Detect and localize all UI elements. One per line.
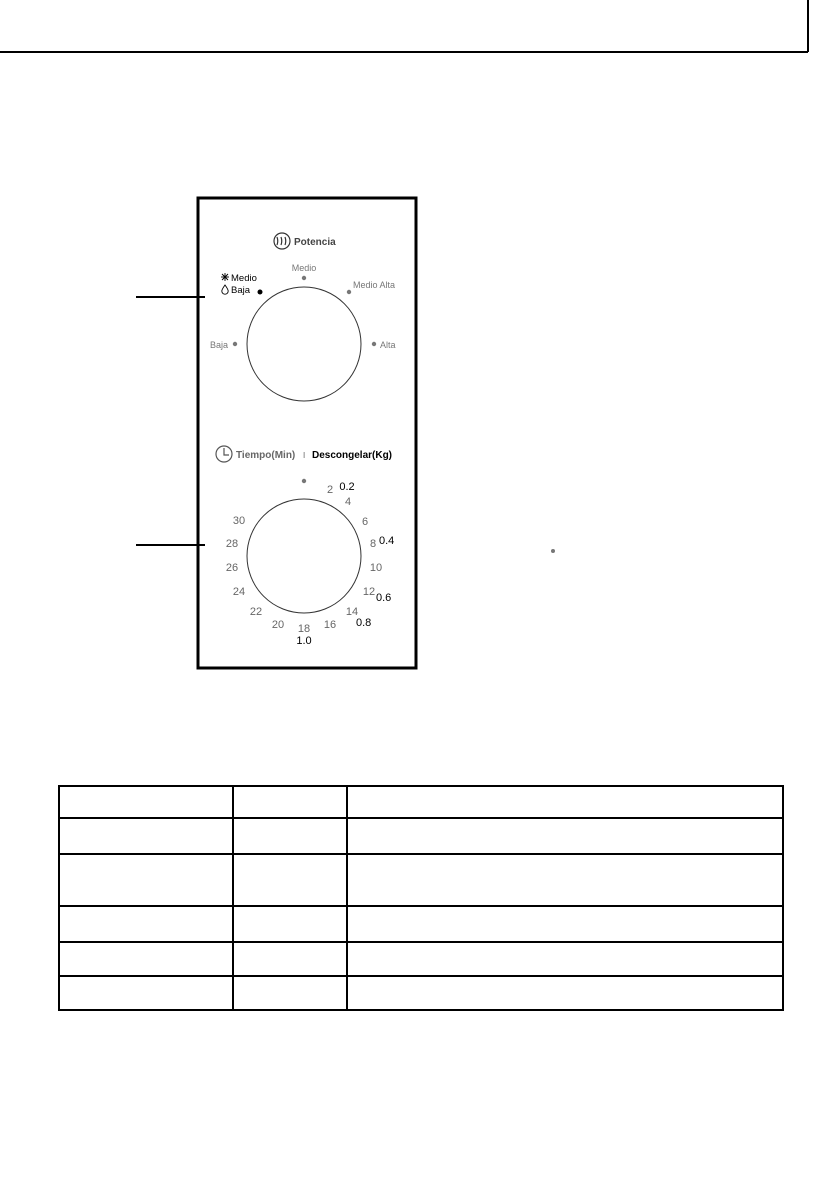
table-cell [233,854,347,906]
power-label-medio: Medio [291,263,317,273]
timer-minute-label: 20 [271,619,285,631]
timer-minute-label: 18 [297,623,311,635]
timer-minute-label: 10 [369,562,383,574]
timer-minute-label: 28 [225,538,239,550]
table-cell [59,906,233,942]
timer-title-separator: I [303,451,306,460]
timer-zero-dot [302,479,306,483]
timer-title-defrost: Descongelar(Kg) [312,450,393,461]
table-cell [59,818,233,854]
timer-weight-label: 0.4 [379,535,395,547]
table-row [59,976,783,1010]
timer-minute-label: 22 [249,606,263,618]
timer-minute-label: 24 [232,586,246,598]
power-knob[interactable] [247,287,361,401]
table-cell [59,942,233,976]
timer-minute-label: 12 [362,586,376,598]
table-cell [233,818,347,854]
table-row [59,942,783,976]
table-cell [233,976,347,1010]
table-cell [347,906,783,942]
power-label-alta: Alta [380,340,396,350]
table-row [59,818,783,854]
power-label-baja: Baja [210,340,229,350]
timer-knob[interactable] [247,499,361,613]
power-dot-medio-baja [258,290,263,295]
timer-minute-label: 26 [225,562,239,574]
table-cell [347,942,783,976]
power-icon [274,233,290,249]
clock-icon [216,446,232,462]
timer-minute-label: 30 [232,515,246,527]
table-row [59,786,783,818]
timer-weight-label: 1.0 [296,635,312,647]
timer-minute-label: 8 [369,538,377,550]
stray-dot [551,549,555,553]
water-drop-icon [222,285,228,294]
timer-weight-label: 0.2 [339,481,355,493]
power-dot-baja [233,342,237,346]
timer-weight-label: 0.6 [376,592,392,604]
timer-minute-label: 14 [345,606,359,618]
timer-weight-label: 0.8 [356,617,372,629]
table-cell [347,854,783,906]
table-cell [347,786,783,818]
timer-minute-label: 16 [323,619,337,631]
power-label-medio-baja-line2: Baja [231,285,251,296]
snowflake-icon [221,273,229,281]
table-cell [59,854,233,906]
power-dot-alta [372,342,376,346]
timer-minute-label: 4 [344,496,352,508]
table-cell [233,942,347,976]
timer-title-time: Tiempo(Min) [236,450,296,461]
table-cell [347,818,783,854]
table-cell [59,976,233,1010]
table-cell [59,786,233,818]
power-dot-medio-alta [347,290,351,294]
timer-minute-label: 2 [326,484,334,496]
power-title: Potencia [294,237,336,248]
table-cell [347,976,783,1010]
power-dot-medio [302,276,306,280]
power-label-medio-baja-line1: Medio [231,273,257,284]
spec-table [58,785,784,1011]
table-row [59,906,783,942]
timer-minute-label: 6 [361,516,369,528]
power-label-medio-alta: Medio Alta [353,280,396,290]
table-cell [233,906,347,942]
table-cell [233,786,347,818]
table-row [59,854,783,906]
